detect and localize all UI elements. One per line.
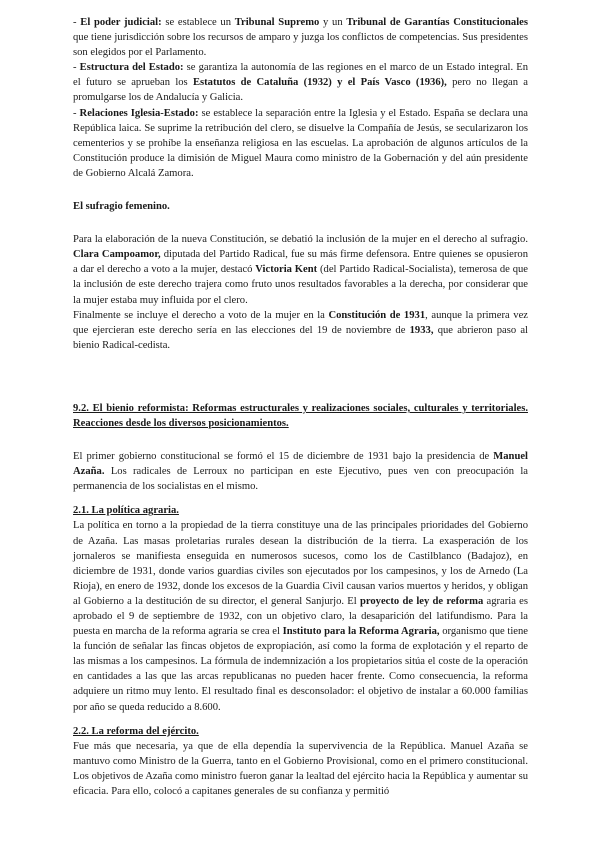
paragraph-sufragio-1	[73, 232, 528, 307]
text: Los radicales de Lerroux no participan en este Ejecutivo, pues ven con preocupación la permanencia de los socialistas en el mismo.	[73, 466, 528, 493]
subsection-title-ejercito: 2.2. La reforma del ejército.	[73, 725, 199, 737]
spacer	[73, 353, 528, 377]
bold-term: El poder judicial:	[80, 17, 162, 28]
bold-term: Clara Campoamor,	[73, 249, 161, 261]
bold-term: Estatutos de Cataluña (1932) y el País Vasco (1936),	[192, 77, 447, 89]
dash: -	[73, 17, 81, 28]
document-page	[73, 15, 528, 799]
bold-term: 1933,	[409, 324, 434, 336]
text: El primer gobierno constitucional se formó el 15 de diciembre de 1931 bajo la presidencia de	[73, 451, 494, 463]
heading-sufragio: El sufragio femenino.	[73, 201, 170, 213]
text: se garantiza la autonomía de las regiones en el marco de un Estado integral. En el futuro se aprueban los	[73, 62, 529, 89]
spacer	[73, 431, 528, 449]
text: organismo que tiene la función de señalar las fincas objetos de expropiación, así como la forma de explotación y el reparto de las mismas a los campesinos. La fórmula de indemnización a los propietarios sitúa el coste de la operación en cantidades a las que las arcas republicanas no pueden hacer frente. Como consecuencia, la reforma adquiere un ritmo muy lento. El resultado final es desconsolador: el objetivo de instalar a 60.000 familias por año se queda reducido a 8.600.	[73, 626, 528, 713]
spacer	[73, 181, 528, 199]
section-title: 9.2. El bienio reformista: Reformas estructurales y realizaciones sociales, culturales y territoriales. Reacciones desde los diversos posicionamientos.	[73, 402, 528, 429]
text: y un	[319, 17, 347, 28]
text: Finalmente se incluye el derecho a voto de la mujer en la	[73, 309, 329, 321]
bold-term: proyecto de ley de reforma	[359, 595, 484, 607]
text: se establece un	[161, 17, 235, 28]
spacer	[73, 715, 528, 724]
spacer	[73, 377, 528, 401]
spacer	[73, 214, 528, 232]
text: Para la elaboración de la nueva Constitución, se debatió la inclusión de la mujer en el derecho al sufragio.	[73, 234, 528, 246]
paragraph-estructura-estado	[73, 60, 528, 105]
subsection-title-agraria: 2.1. La política agraria.	[73, 505, 179, 517]
paragraph-poder-judicial	[73, 15, 528, 60]
paragraph-agraria	[73, 518, 528, 714]
text: pero no llegan a promulgarse los de Andalucía y Galicia.	[73, 77, 528, 104]
text: (del Partido Radical-Socialista), temerosa de que la inclusión de este derecho trajera como fruto unos resultados favorables a la derecha, por considerar que la mujer estaba muy influida por el clero.	[73, 264, 529, 306]
text: se establece la separación entre la Iglesia y el Estado. España se declara una República laica. Se suprime la retribución del clero, se disuelve la Compañía de Jesús, se secularizaron los cementerios y se prohíbe la enseñanza religiosa en las escuelas. La aprobación de algunos artículos de la Constitución produce la dimisión de Miguel Maura como ministro de la Gobernación y del aún presidente de Gobierno Alcalá Zamora.	[73, 107, 528, 179]
paragraph-iglesia-estado	[73, 106, 528, 181]
text: que abrieron paso al bienio Radical-cedista.	[73, 324, 529, 351]
paragraph-sufragio-2	[73, 308, 528, 353]
bold-term: Relaciones Iglesia-Estado:	[79, 107, 199, 119]
dash: -	[73, 62, 80, 74]
bold-term: Victoria Kent	[255, 264, 318, 276]
dash: -	[73, 107, 80, 119]
text: La política en torno a la propiedad de la tierra constituye una de las principales prioridades del Gobierno de Azaña. Las masas proletarias rurales desean la distribución de la tierra. La exasperación de los jornaleros se manifiesta enseguida en numerosos sucesos, como los de Castilblanco (Badajoz), en diciembre de 1931, donde varios guardias civiles son ejecutados por los campesinos, y los de Arnedo (La Rioja), en enero de 1932, donde los excesos de la Guardia Civil causan varios muertos y heridos, y obligan al Gobierno a la destitución de su director, el general Sanjurjo. El	[73, 520, 528, 607]
text: , aunque la primera vez que ejercieran este derecho sería en las elecciones del 19 de noviembre de	[73, 309, 529, 336]
text: agraria es aprobado el 9 de septiembre de 1932, con un objetivo claro, la desaparición del latifundismo. Para la puesta en marcha de la reforma agraria se crea el	[73, 595, 528, 638]
bold-term: Manuel Azaña.	[73, 451, 528, 478]
bold-term: Estructura del Estado:	[79, 62, 184, 74]
text: que tiene jurisdicción sobre los recursos de amparo y juzga los conflictos de competencias. Sus presidentes son elegidos por el Parlamento.	[73, 32, 528, 59]
bold-term: Constitución de 1931	[328, 309, 426, 321]
bold-term: Tribunal de Garantías Constitucionales	[346, 17, 528, 28]
bold-term: Tribunal Supremo	[234, 17, 320, 28]
bold-term: Instituto para la Reforma Agraria,	[282, 626, 440, 638]
paragraph-ejercito: Fue más que necesaria, ya que de ella dependía la supervivencia de la República. Manuel Azaña se mantuvo como Ministro de la Guerra, tanto en el Gobierno Provisional, como en el primero constitucional. Los objetivos de Azaña como ministro fueron ganar la lealtad del ejército hacia la República y aumentar su eficacia. Para ello, colocó a capitanes generales de su confianza y permitió	[73, 740, 528, 798]
text: diputada del Partido Radical, fue su más firme defensora. Entre quienes se opusieron a dar el derecho a voto a la mujer, destacó	[73, 249, 529, 276]
spacer	[73, 494, 528, 503]
paragraph-gobierno	[73, 449, 528, 494]
